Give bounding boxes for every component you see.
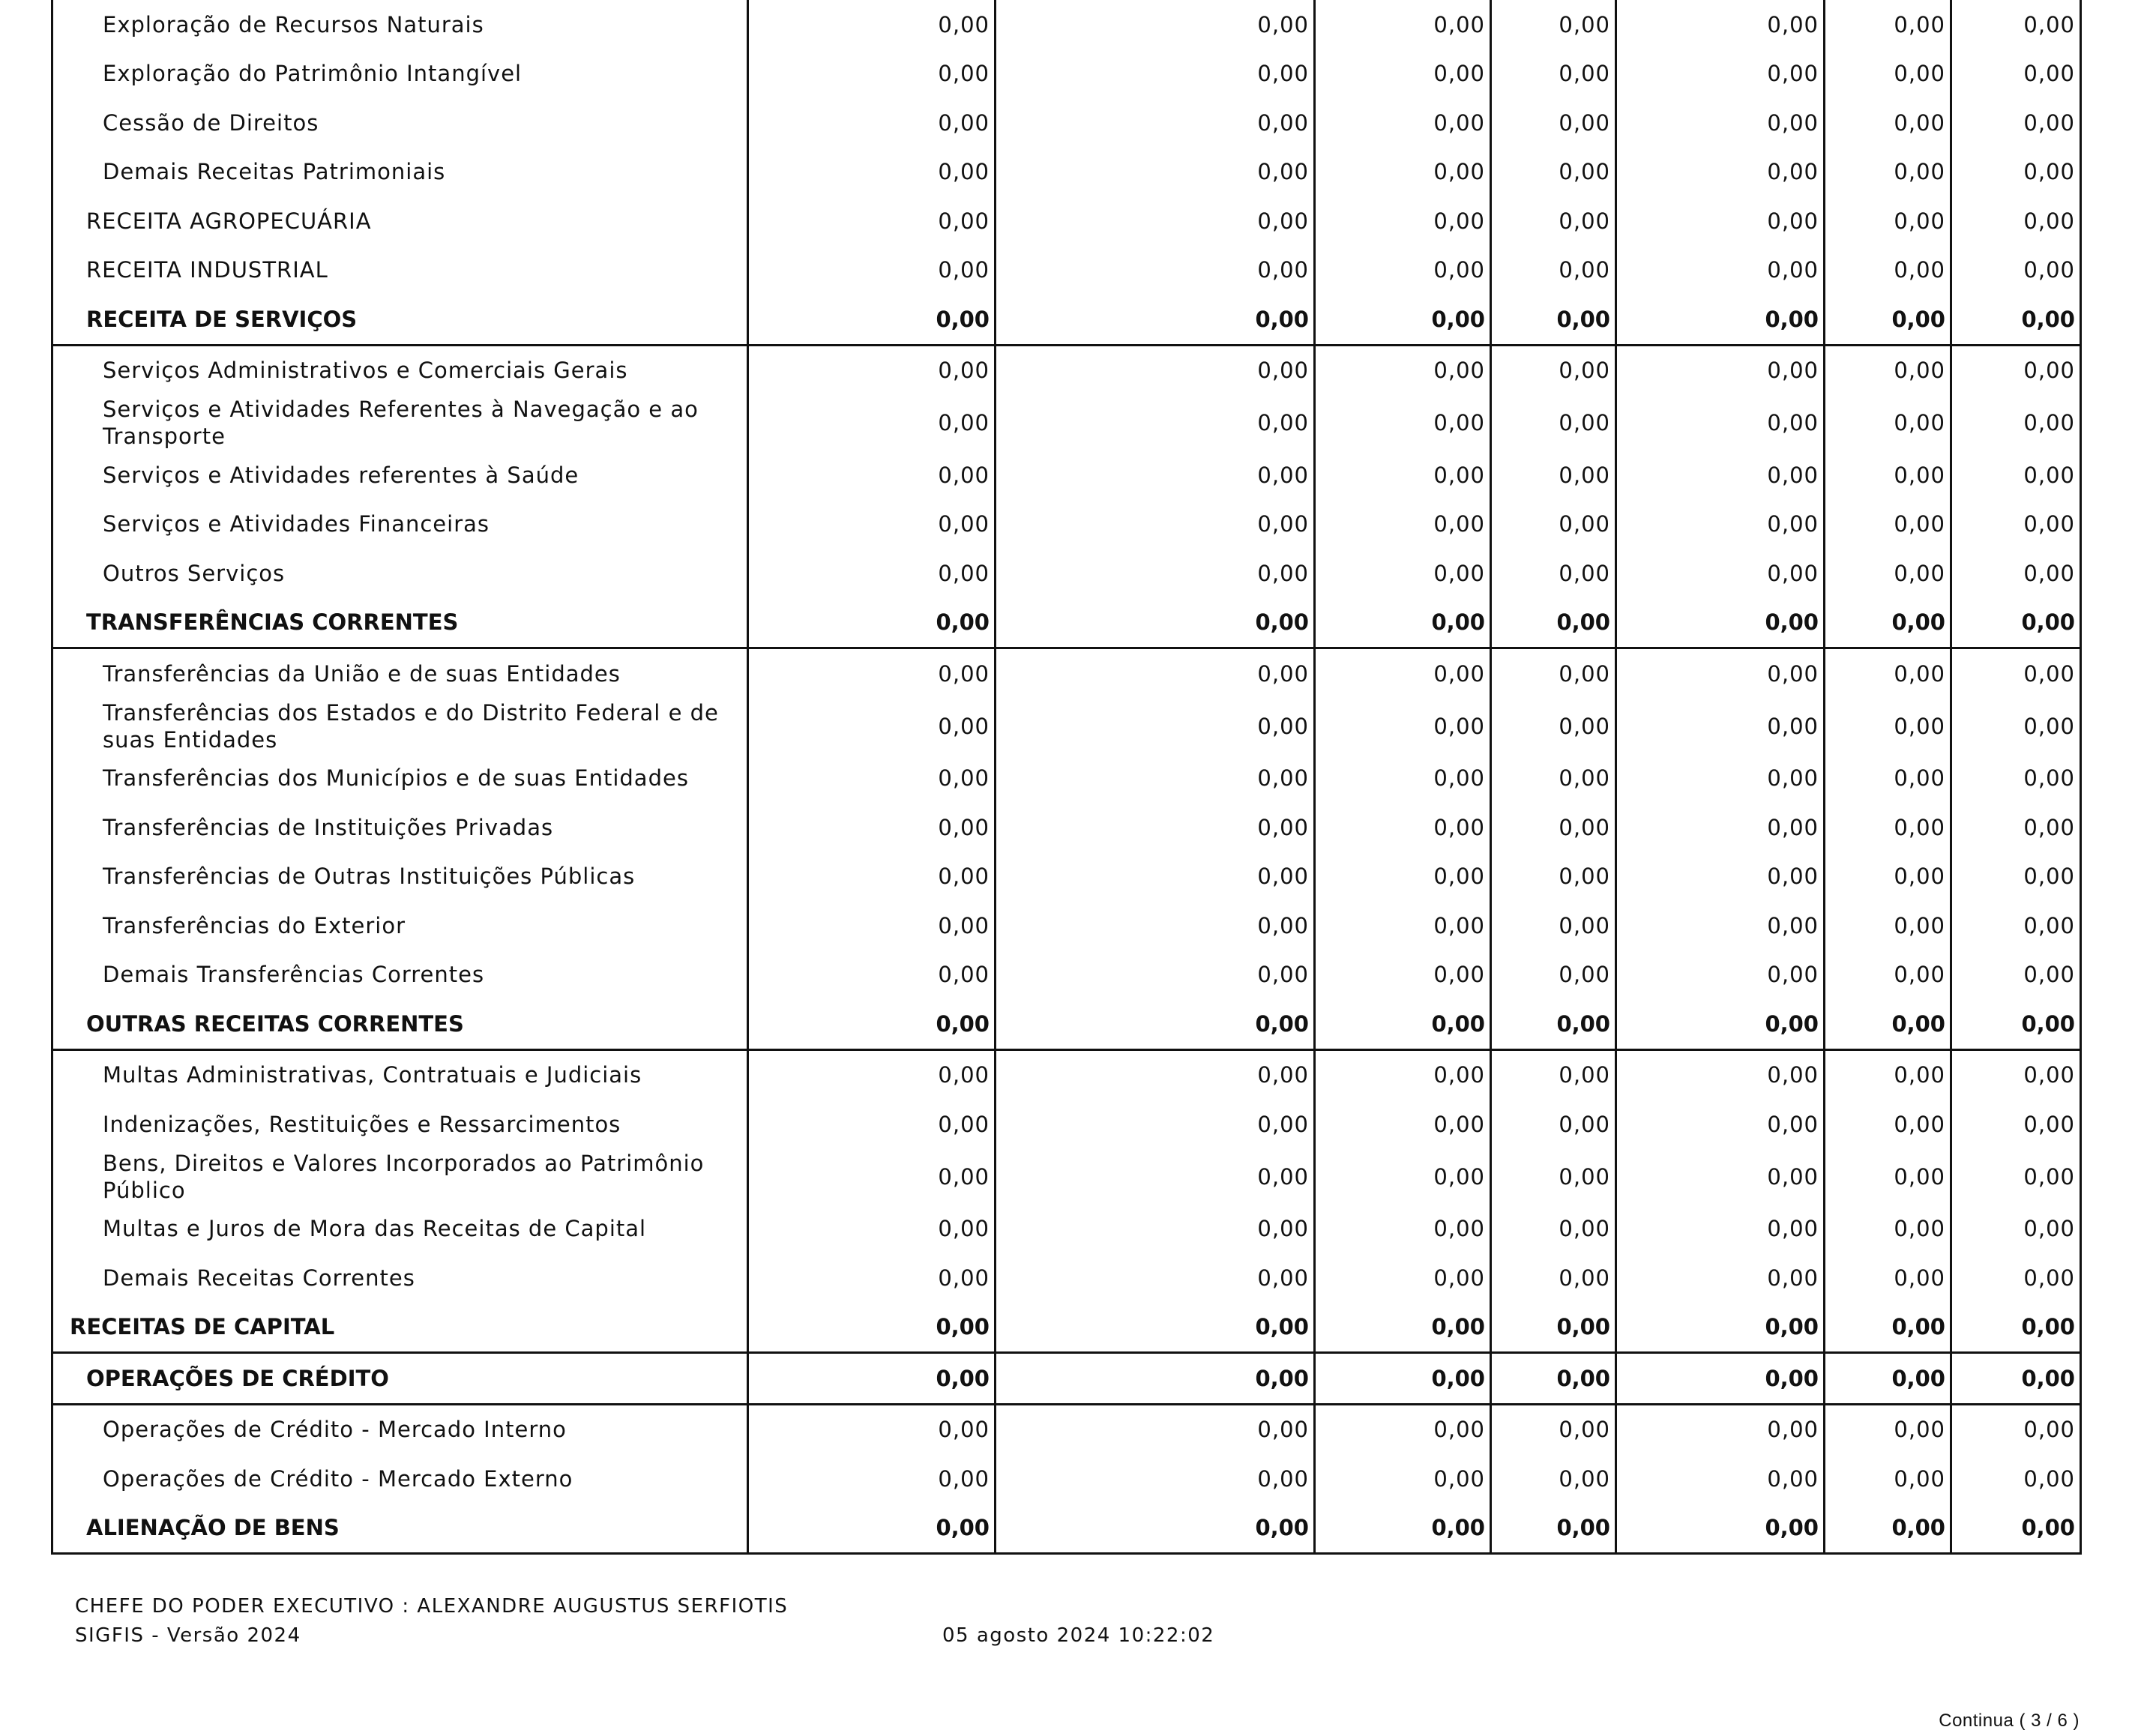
cell-value-col5: 0,00 xyxy=(1616,549,1825,598)
cell-value-col6: 0,00 xyxy=(1825,1454,1951,1504)
row-label: Transferências de Instituições Privadas xyxy=(52,803,748,852)
cell-value-col1: 0,00 xyxy=(748,196,996,246)
cell-value-col1: 0,00 xyxy=(748,148,996,197)
row-label: TRANSFERÊNCIAS CORRENTES xyxy=(52,598,748,648)
cell-value-col5: 0,00 xyxy=(1616,295,1825,345)
cell-value-col6: 0,00 xyxy=(1825,0,1951,49)
cell-value-col2: 0,00 xyxy=(996,803,1315,852)
cell-value-col6: 0,00 xyxy=(1825,1404,1951,1454)
cell-value-col2: 0,00 xyxy=(996,852,1315,902)
cell-value-col2: 0,00 xyxy=(996,598,1315,648)
table-row xyxy=(52,1353,2081,1405)
cell-value-col1: 0,00 xyxy=(748,1049,996,1100)
row-label: Transferências de Outras Instituições Públicas xyxy=(52,852,748,902)
cell-value-col4: 0,00 xyxy=(1491,0,1616,49)
cell-value-col1: 0,00 xyxy=(748,0,996,49)
row-label: Transferências do Exterior xyxy=(52,901,748,950)
cell-value-col7: 0,00 xyxy=(1951,1100,2081,1149)
cell-value-col6: 0,00 xyxy=(1825,1353,1951,1405)
table-row xyxy=(52,598,2081,648)
row-label: Transferências dos Municípios e de suas Entidades xyxy=(52,754,748,804)
cell-value-col5: 0,00 xyxy=(1616,754,1825,804)
cell-value-col5: 0,00 xyxy=(1616,1049,1825,1100)
cell-value-col3: 0,00 xyxy=(1315,345,1491,395)
table-row xyxy=(52,0,2081,49)
footer-page-indicator: Continua ( 3 / 6 ) xyxy=(1939,1711,2080,1731)
cell-value-col6: 0,00 xyxy=(1825,1303,1951,1353)
cell-value-col6: 0,00 xyxy=(1825,395,1951,450)
cell-value-col3: 0,00 xyxy=(1315,1353,1491,1405)
cell-value-col2: 0,00 xyxy=(996,1253,1315,1303)
cell-value-col1: 0,00 xyxy=(748,345,996,395)
cell-value-col2: 0,00 xyxy=(996,549,1315,598)
table-row xyxy=(52,1454,2081,1504)
cell-value-col2: 0,00 xyxy=(996,699,1315,754)
cell-value-col3: 0,00 xyxy=(1315,148,1491,197)
cell-value-col2: 0,00 xyxy=(996,0,1315,49)
cell-value-col5: 0,00 xyxy=(1616,148,1825,197)
cell-value-col4: 0,00 xyxy=(1491,1353,1616,1405)
cell-value-col4: 0,00 xyxy=(1491,49,1616,99)
cell-value-col4: 0,00 xyxy=(1491,699,1616,754)
cell-value-col2: 0,00 xyxy=(996,999,1315,1049)
cell-value-col7: 0,00 xyxy=(1951,852,2081,902)
cell-value-col4: 0,00 xyxy=(1491,648,1616,699)
footer-generated-date: 05 agosto 2024 10:22:02 xyxy=(942,1624,1215,1647)
cell-value-col6: 0,00 xyxy=(1825,1149,1951,1205)
cell-value-col2: 0,00 xyxy=(996,950,1315,1000)
cell-value-col4: 0,00 xyxy=(1491,549,1616,598)
row-label: Bens, Direitos e Valores Incorporados ao Patrimônio Público xyxy=(52,1149,748,1205)
cell-value-col4: 0,00 xyxy=(1491,1454,1616,1504)
row-label: Outros Serviços xyxy=(52,549,748,598)
cell-value-col5: 0,00 xyxy=(1616,852,1825,902)
cell-value-col6: 0,00 xyxy=(1825,803,1951,852)
cell-value-col5: 0,00 xyxy=(1616,98,1825,148)
cell-value-col1: 0,00 xyxy=(748,450,996,500)
cell-value-col5: 0,00 xyxy=(1616,196,1825,246)
cell-value-col7: 0,00 xyxy=(1951,1303,2081,1353)
cell-value-col1: 0,00 xyxy=(748,549,996,598)
row-label: RECEITA AGROPECUÁRIA xyxy=(52,196,748,246)
cell-value-col1: 0,00 xyxy=(748,1454,996,1504)
cell-value-col2: 0,00 xyxy=(996,1404,1315,1454)
cell-value-col4: 0,00 xyxy=(1491,754,1616,804)
cell-value-col1: 0,00 xyxy=(748,1504,996,1554)
row-label: Demais Receitas Correntes xyxy=(52,1253,748,1303)
cell-value-col7: 0,00 xyxy=(1951,450,2081,500)
cell-value-col2: 0,00 xyxy=(996,500,1315,549)
cell-value-col7: 0,00 xyxy=(1951,1404,2081,1454)
cell-value-col7: 0,00 xyxy=(1951,699,2081,754)
row-label: Cessão de Direitos xyxy=(52,98,748,148)
row-label: Exploração do Patrimônio Intangível xyxy=(52,49,748,99)
table-row xyxy=(52,1049,2081,1100)
row-label: RECEITA INDUSTRIAL xyxy=(52,246,748,295)
cell-value-col1: 0,00 xyxy=(748,648,996,699)
cell-value-col6: 0,00 xyxy=(1825,754,1951,804)
cell-value-col1: 0,00 xyxy=(748,1205,996,1254)
cell-value-col4: 0,00 xyxy=(1491,852,1616,902)
revenue-table xyxy=(51,0,2082,1555)
cell-value-col1: 0,00 xyxy=(748,295,996,345)
cell-value-col6: 0,00 xyxy=(1825,1049,1951,1100)
cell-value-col6: 0,00 xyxy=(1825,246,1951,295)
table-row xyxy=(52,901,2081,950)
cell-value-col5: 0,00 xyxy=(1616,500,1825,549)
cell-value-col6: 0,00 xyxy=(1825,852,1951,902)
row-label: Serviços Administrativos e Comerciais Gerais xyxy=(52,345,748,395)
cell-value-col6: 0,00 xyxy=(1825,500,1951,549)
cell-value-col2: 0,00 xyxy=(996,395,1315,450)
cell-value-col4: 0,00 xyxy=(1491,98,1616,148)
cell-value-col3: 0,00 xyxy=(1315,196,1491,246)
cell-value-col1: 0,00 xyxy=(748,1353,996,1405)
cell-value-col6: 0,00 xyxy=(1825,549,1951,598)
row-label: Serviços e Atividades Financeiras xyxy=(52,500,748,549)
cell-value-col3: 0,00 xyxy=(1315,246,1491,295)
row-label: Exploração de Recursos Naturais xyxy=(52,0,748,49)
cell-value-col5: 0,00 xyxy=(1616,1353,1825,1405)
cell-value-col3: 0,00 xyxy=(1315,1303,1491,1353)
cell-value-col2: 0,00 xyxy=(996,901,1315,950)
cell-value-col7: 0,00 xyxy=(1951,196,2081,246)
row-label: Demais Transferências Correntes xyxy=(52,950,748,1000)
cell-value-col5: 0,00 xyxy=(1616,699,1825,754)
cell-value-col5: 0,00 xyxy=(1616,1100,1825,1149)
cell-value-col4: 0,00 xyxy=(1491,395,1616,450)
cell-value-col3: 0,00 xyxy=(1315,1253,1491,1303)
cell-value-col5: 0,00 xyxy=(1616,49,1825,99)
table-row xyxy=(52,246,2081,295)
table-row xyxy=(52,999,2081,1049)
cell-value-col4: 0,00 xyxy=(1491,803,1616,852)
cell-value-col4: 0,00 xyxy=(1491,1504,1616,1554)
cell-value-col3: 0,00 xyxy=(1315,803,1491,852)
cell-value-col3: 0,00 xyxy=(1315,1454,1491,1504)
cell-value-col6: 0,00 xyxy=(1825,999,1951,1049)
cell-value-col3: 0,00 xyxy=(1315,1404,1491,1454)
row-label: Transferências da União e de suas Entidades xyxy=(52,648,748,699)
cell-value-col4: 0,00 xyxy=(1491,246,1616,295)
cell-value-col3: 0,00 xyxy=(1315,1504,1491,1554)
cell-value-col1: 0,00 xyxy=(748,852,996,902)
cell-value-col2: 0,00 xyxy=(996,345,1315,395)
cell-value-col1: 0,00 xyxy=(748,1100,996,1149)
cell-value-col2: 0,00 xyxy=(996,49,1315,99)
revenue-table-body xyxy=(52,0,2081,1554)
cell-value-col7: 0,00 xyxy=(1951,999,2081,1049)
row-label: Indenizações, Restituições e Ressarcimentos xyxy=(52,1100,748,1149)
cell-value-col1: 0,00 xyxy=(748,999,996,1049)
cell-value-col1: 0,00 xyxy=(748,395,996,450)
table-row xyxy=(52,754,2081,804)
cell-value-col4: 0,00 xyxy=(1491,148,1616,197)
table-row xyxy=(52,295,2081,345)
footer-system-version: SIGFIS - Versão 2024 xyxy=(75,1624,301,1647)
cell-value-col3: 0,00 xyxy=(1315,549,1491,598)
table-row xyxy=(52,49,2081,99)
table-row xyxy=(52,345,2081,395)
cell-value-col7: 0,00 xyxy=(1951,1049,2081,1100)
cell-value-col4: 0,00 xyxy=(1491,1404,1616,1454)
cell-value-col3: 0,00 xyxy=(1315,98,1491,148)
cell-value-col3: 0,00 xyxy=(1315,450,1491,500)
cell-value-col4: 0,00 xyxy=(1491,1049,1616,1100)
cell-value-col4: 0,00 xyxy=(1491,196,1616,246)
row-label: Multas e Juros de Mora das Receitas de Capital xyxy=(52,1205,748,1254)
row-label: Serviços e Atividades Referentes à Navegação e ao Transporte xyxy=(52,395,748,450)
cell-value-col1: 0,00 xyxy=(748,98,996,148)
cell-value-col5: 0,00 xyxy=(1616,1303,1825,1353)
cell-value-col7: 0,00 xyxy=(1951,648,2081,699)
cell-value-col4: 0,00 xyxy=(1491,295,1616,345)
cell-value-col7: 0,00 xyxy=(1951,0,2081,49)
cell-value-col4: 0,00 xyxy=(1491,345,1616,395)
cell-value-col4: 0,00 xyxy=(1491,950,1616,1000)
cell-value-col2: 0,00 xyxy=(996,246,1315,295)
cell-value-col6: 0,00 xyxy=(1825,49,1951,99)
cell-value-col1: 0,00 xyxy=(748,950,996,1000)
row-label: Demais Receitas Patrimoniais xyxy=(52,148,748,197)
cell-value-col3: 0,00 xyxy=(1315,1049,1491,1100)
cell-value-col1: 0,00 xyxy=(748,1253,996,1303)
cell-value-col1: 0,00 xyxy=(748,598,996,648)
cell-value-col7: 0,00 xyxy=(1951,246,2081,295)
cell-value-col4: 0,00 xyxy=(1491,1253,1616,1303)
table-row xyxy=(52,1149,2081,1205)
cell-value-col3: 0,00 xyxy=(1315,950,1491,1000)
cell-value-col3: 0,00 xyxy=(1315,0,1491,49)
table-row xyxy=(52,395,2081,450)
cell-value-col3: 0,00 xyxy=(1315,295,1491,345)
cell-value-col7: 0,00 xyxy=(1951,98,2081,148)
cell-value-col7: 0,00 xyxy=(1951,598,2081,648)
cell-value-col2: 0,00 xyxy=(996,1100,1315,1149)
cell-value-col2: 0,00 xyxy=(996,1149,1315,1205)
cell-value-col7: 0,00 xyxy=(1951,950,2081,1000)
row-label: Operações de Crédito - Mercado Externo xyxy=(52,1454,748,1504)
cell-value-col7: 0,00 xyxy=(1951,345,2081,395)
cell-value-col5: 0,00 xyxy=(1616,648,1825,699)
table-row xyxy=(52,1504,2081,1554)
cell-value-col7: 0,00 xyxy=(1951,754,2081,804)
cell-value-col1: 0,00 xyxy=(748,246,996,295)
cell-value-col5: 0,00 xyxy=(1616,950,1825,1000)
cell-value-col7: 0,00 xyxy=(1951,148,2081,197)
table-row xyxy=(52,450,2081,500)
cell-value-col5: 0,00 xyxy=(1616,1404,1825,1454)
cell-value-col5: 0,00 xyxy=(1616,345,1825,395)
cell-value-col4: 0,00 xyxy=(1491,901,1616,950)
cell-value-col4: 0,00 xyxy=(1491,1149,1616,1205)
table-row xyxy=(52,98,2081,148)
cell-value-col5: 0,00 xyxy=(1616,901,1825,950)
cell-value-col5: 0,00 xyxy=(1616,395,1825,450)
cell-value-col4: 0,00 xyxy=(1491,1100,1616,1149)
cell-value-col6: 0,00 xyxy=(1825,450,1951,500)
cell-value-col3: 0,00 xyxy=(1315,500,1491,549)
table-row xyxy=(52,549,2081,598)
cell-value-col7: 0,00 xyxy=(1951,1149,2081,1205)
cell-value-col2: 0,00 xyxy=(996,1353,1315,1405)
cell-value-col6: 0,00 xyxy=(1825,196,1951,246)
cell-value-col5: 0,00 xyxy=(1616,1253,1825,1303)
cell-value-col2: 0,00 xyxy=(996,1205,1315,1254)
table-row xyxy=(52,196,2081,246)
row-label: Serviços e Atividades referentes à Saúde xyxy=(52,450,748,500)
cell-value-col3: 0,00 xyxy=(1315,901,1491,950)
cell-value-col6: 0,00 xyxy=(1825,1504,1951,1554)
cell-value-col4: 0,00 xyxy=(1491,598,1616,648)
row-label: Transferências dos Estados e do Distrito Federal e de suas Entidades xyxy=(52,699,748,754)
cell-value-col7: 0,00 xyxy=(1951,295,2081,345)
cell-value-col1: 0,00 xyxy=(748,1303,996,1353)
cell-value-col2: 0,00 xyxy=(996,1303,1315,1353)
cell-value-col1: 0,00 xyxy=(748,1149,996,1205)
cell-value-col2: 0,00 xyxy=(996,754,1315,804)
table-row xyxy=(52,852,2081,902)
cell-value-col6: 0,00 xyxy=(1825,648,1951,699)
cell-value-col5: 0,00 xyxy=(1616,246,1825,295)
cell-value-col5: 0,00 xyxy=(1616,450,1825,500)
cell-value-col6: 0,00 xyxy=(1825,1253,1951,1303)
cell-value-col7: 0,00 xyxy=(1951,1205,2081,1254)
cell-value-col5: 0,00 xyxy=(1616,803,1825,852)
cell-value-col2: 0,00 xyxy=(996,1504,1315,1554)
cell-value-col7: 0,00 xyxy=(1951,1353,2081,1405)
table-row xyxy=(52,699,2081,754)
row-label: OPERAÇÕES DE CRÉDITO xyxy=(52,1353,748,1405)
cell-value-col5: 0,00 xyxy=(1616,999,1825,1049)
cell-value-col6: 0,00 xyxy=(1825,1100,1951,1149)
cell-value-col3: 0,00 xyxy=(1315,1205,1491,1254)
cell-value-col5: 0,00 xyxy=(1616,598,1825,648)
cell-value-col4: 0,00 xyxy=(1491,500,1616,549)
cell-value-col6: 0,00 xyxy=(1825,98,1951,148)
table-row xyxy=(52,950,2081,1000)
cell-value-col7: 0,00 xyxy=(1951,803,2081,852)
cell-value-col6: 0,00 xyxy=(1825,699,1951,754)
cell-value-col3: 0,00 xyxy=(1315,598,1491,648)
cell-value-col1: 0,00 xyxy=(748,1404,996,1454)
row-label: RECEITA DE SERVIÇOS xyxy=(52,295,748,345)
footer-chief-executive: CHEFE DO PODER EXECUTIVO : ALEXANDRE AUGUSTUS SERFIOTIS xyxy=(75,1595,789,1618)
cell-value-col3: 0,00 xyxy=(1315,699,1491,754)
cell-value-col6: 0,00 xyxy=(1825,598,1951,648)
cell-value-col4: 0,00 xyxy=(1491,999,1616,1049)
cell-value-col4: 0,00 xyxy=(1491,1205,1616,1254)
row-label: ALIENAÇÃO DE BENS xyxy=(52,1504,748,1554)
table-row xyxy=(52,1253,2081,1303)
cell-value-col1: 0,00 xyxy=(748,901,996,950)
cell-value-col1: 0,00 xyxy=(748,699,996,754)
cell-value-col2: 0,00 xyxy=(996,450,1315,500)
cell-value-col1: 0,00 xyxy=(748,49,996,99)
cell-value-col3: 0,00 xyxy=(1315,1149,1491,1205)
table-row xyxy=(52,148,2081,197)
cell-value-col2: 0,00 xyxy=(996,295,1315,345)
cell-value-col1: 0,00 xyxy=(748,500,996,549)
cell-value-col2: 0,00 xyxy=(996,148,1315,197)
cell-value-col6: 0,00 xyxy=(1825,901,1951,950)
cell-value-col7: 0,00 xyxy=(1951,395,2081,450)
row-label: Operações de Crédito - Mercado Interno xyxy=(52,1404,748,1454)
cell-value-col6: 0,00 xyxy=(1825,148,1951,197)
cell-value-col4: 0,00 xyxy=(1491,450,1616,500)
cell-value-col7: 0,00 xyxy=(1951,901,2081,950)
cell-value-col3: 0,00 xyxy=(1315,395,1491,450)
cell-value-col2: 0,00 xyxy=(996,1454,1315,1504)
cell-value-col3: 0,00 xyxy=(1315,754,1491,804)
row-label: OUTRAS RECEITAS CORRENTES xyxy=(52,999,748,1049)
cell-value-col3: 0,00 xyxy=(1315,852,1491,902)
cell-value-col3: 0,00 xyxy=(1315,999,1491,1049)
table-row xyxy=(52,1303,2081,1353)
cell-value-col5: 0,00 xyxy=(1616,1205,1825,1254)
row-label: RECEITAS DE CAPITAL xyxy=(52,1303,748,1353)
cell-value-col5: 0,00 xyxy=(1616,1454,1825,1504)
cell-value-col7: 0,00 xyxy=(1951,1253,2081,1303)
cell-value-col6: 0,00 xyxy=(1825,1205,1951,1254)
table-row xyxy=(52,1404,2081,1454)
cell-value-col7: 0,00 xyxy=(1951,500,2081,549)
cell-value-col7: 0,00 xyxy=(1951,549,2081,598)
cell-value-col6: 0,00 xyxy=(1825,345,1951,395)
cell-value-col2: 0,00 xyxy=(996,648,1315,699)
cell-value-col7: 0,00 xyxy=(1951,1504,2081,1554)
cell-value-col7: 0,00 xyxy=(1951,1454,2081,1504)
cell-value-col5: 0,00 xyxy=(1616,0,1825,49)
row-label: Multas Administrativas, Contratuais e Judiciais xyxy=(52,1049,748,1100)
table-row xyxy=(52,500,2081,549)
cell-value-col1: 0,00 xyxy=(748,803,996,852)
cell-value-col6: 0,00 xyxy=(1825,295,1951,345)
table-row xyxy=(52,1205,2081,1254)
table-row xyxy=(52,648,2081,699)
cell-value-col7: 0,00 xyxy=(1951,49,2081,99)
cell-value-col4: 0,00 xyxy=(1491,1303,1616,1353)
cell-value-col5: 0,00 xyxy=(1616,1149,1825,1205)
cell-value-col2: 0,00 xyxy=(996,1049,1315,1100)
cell-value-col3: 0,00 xyxy=(1315,1100,1491,1149)
cell-value-col2: 0,00 xyxy=(996,98,1315,148)
cell-value-col2: 0,00 xyxy=(996,196,1315,246)
cell-value-col1: 0,00 xyxy=(748,754,996,804)
cell-value-col3: 0,00 xyxy=(1315,49,1491,99)
cell-value-col3: 0,00 xyxy=(1315,648,1491,699)
table-row xyxy=(52,1100,2081,1149)
cell-value-col5: 0,00 xyxy=(1616,1504,1825,1554)
cell-value-col6: 0,00 xyxy=(1825,950,1951,1000)
table-row xyxy=(52,803,2081,852)
